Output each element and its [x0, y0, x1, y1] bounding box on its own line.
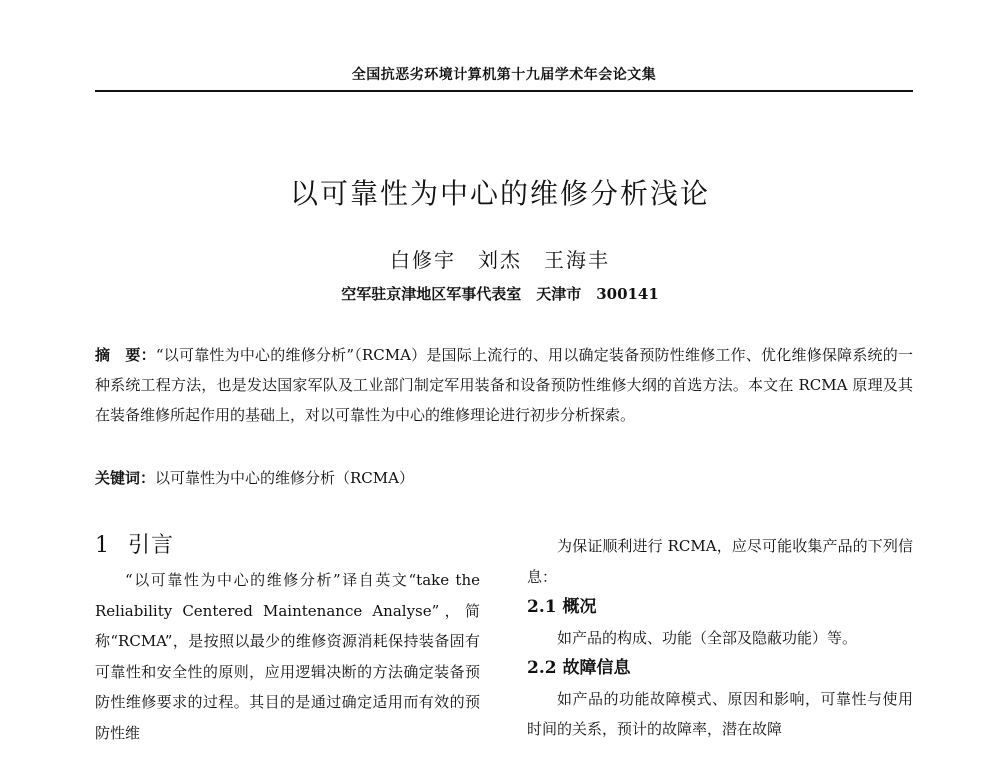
keywords-text: 以可靠性为中心的维修分析（RCMA） — [155, 469, 414, 487]
running-header: 全国抗恶劣环境计算机第十九届学术年会论文集 — [351, 67, 657, 83]
section-title: 引言 — [128, 533, 175, 558]
keywords-label: 关键词： — [95, 469, 156, 487]
subsection-heading-overview: 2.1 概况 — [527, 597, 597, 617]
affiliation: 空军驻京津地区军事代表室 天津市 300141 — [341, 285, 659, 303]
abstract-label: 摘 要： — [95, 346, 156, 364]
abstract — [95, 340, 913, 430]
author-list: 白修宇 刘杰 王海丰 — [390, 248, 610, 272]
body-paragraph-failure-info: 如产品的功能故障模式、原因和影响，可靠性与使用时间的关系，预计的故障率，潜在故障 — [527, 689, 913, 738]
subsection-heading-failure-info: 2.2 故障信息 — [527, 658, 631, 678]
left-column — [95, 531, 480, 748]
keywords — [95, 465, 913, 491]
body-paragraph-overview: 如产品的构成、功能（全部及隐蔽功能）等。 — [557, 628, 858, 647]
right-column — [527, 531, 913, 745]
section-number: 1 — [95, 533, 110, 558]
abstract-text: “以可靠性为中心的维修分析”（RCMA）是国际上流行的、用以确定装备预防性维修工作、优化维修保障系统的一种系统工程方法，也是发达国家军队及工业部门制定军用装备和设备预防性维修大纲的首选方法。本文在 RCMA 原理及其在装备维修所起作用的基础上，对以可靠性为中心的维修理论进行初步分析探索。 — [95, 346, 913, 424]
header-rule — [95, 90, 913, 92]
body-paragraph-intro: 为保证顺利进行 RCMA，应尽可能收集产品的下列信息： — [527, 537, 913, 586]
body-paragraph: “以可靠性为中心的维修分析”译自英文“take the Reliability Centered Maintenance Analyse”，简称“RCMA”，是按照以最少的维修资源消耗保持装备固有可靠性和安全性的原则，应用逻辑决断的方法确定装备预防性维修要求的过程。其目的是通过确定适用而有效的预防性维 — [95, 571, 480, 742]
paper-title: 以可靠性为中心的维修分析浅论 — [289, 177, 710, 210]
section-heading — [95, 531, 480, 561]
